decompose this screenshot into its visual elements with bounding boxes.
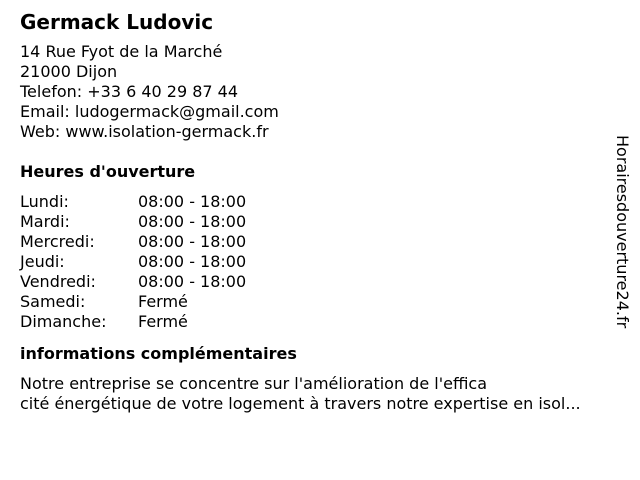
description-line-1: Notre entreprise se concentre sur l'amélioration de l'effica <box>20 374 488 393</box>
time-value: 08:00 - 18:00 <box>138 232 247 251</box>
business-name: Germack Ludovic <box>20 10 214 34</box>
time-value: 08:00 - 18:00 <box>138 212 247 231</box>
hours-row-saturday <box>20 292 620 312</box>
business-card <box>20 8 620 414</box>
time-value: 08:00 - 18:00 <box>138 252 247 271</box>
web-line: Web: www.isolation-germack.fr <box>20 122 269 141</box>
time-value: 08:00 - 18:00 <box>138 192 247 211</box>
time-value: Fermé <box>138 312 188 331</box>
hours-row-sunday <box>20 312 620 332</box>
hours-row-tuesday <box>20 212 620 232</box>
address-street: 14 Rue Fyot de la Marché <box>20 42 223 61</box>
hours-row-monday <box>20 192 620 212</box>
site-watermark: Horairesdouverture24.fr <box>613 135 632 329</box>
email-line: Email: ludogermack@gmail.com <box>20 102 279 121</box>
phone-line: Telefon: +33 6 40 29 87 44 <box>20 82 239 101</box>
day-label: Vendredi: <box>20 272 96 291</box>
time-value: 08:00 - 18:00 <box>138 272 247 291</box>
time-value: Fermé <box>138 292 188 311</box>
day-label: Jeudi: <box>20 252 65 271</box>
description-line-2: cité énergétique de votre logement à travers notre expertise en isol... <box>20 394 581 413</box>
day-label: Lundi: <box>20 192 69 211</box>
opening-hours-list <box>20 192 620 332</box>
day-label: Dimanche: <box>20 312 107 331</box>
opening-hours-heading: Heures d'ouverture <box>20 162 196 181</box>
day-label: Samedi: <box>20 292 86 311</box>
hours-row-friday <box>20 272 620 292</box>
hours-row-thursday <box>20 252 620 272</box>
day-label: Mardi: <box>20 212 70 231</box>
day-label: Mercredi: <box>20 232 95 251</box>
additional-info-heading: informations complémentaires <box>20 344 297 363</box>
hours-row-wednesday <box>20 232 620 252</box>
address-city: 21000 Dijon <box>20 62 118 81</box>
